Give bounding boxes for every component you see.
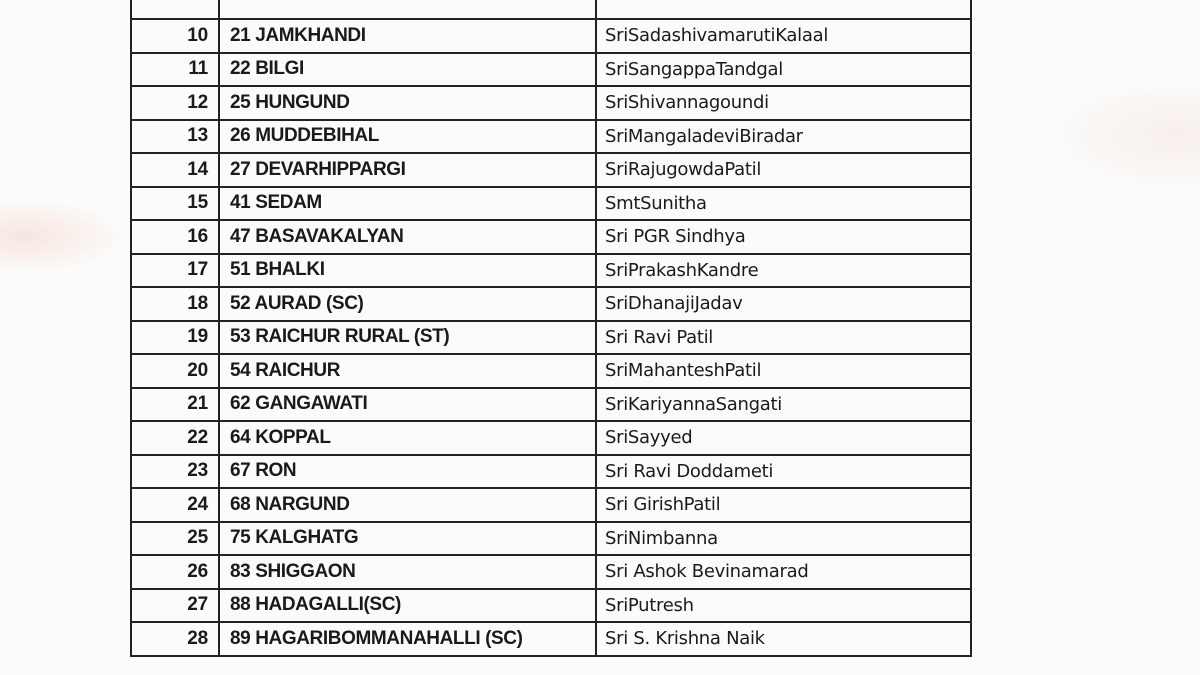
candidate-cell: Sri GirishPatil — [596, 488, 971, 522]
constituency-cell: 22 BILGI — [219, 53, 596, 87]
serial-number-cell: 15 — [131, 187, 219, 221]
constituency-cell: 83 SHIGGAON — [219, 555, 596, 589]
serial-number-cell: 12 — [131, 86, 219, 120]
candidate-cell: SriSayyed — [596, 421, 971, 455]
candidate-cell: Sri S. Krishna Naik — [596, 622, 971, 656]
serial-number-cell: 10 — [131, 19, 219, 53]
table-row — [131, 522, 971, 556]
candidate-cell: Sri Ravi Doddameti — [596, 455, 971, 489]
constituency-cell: 67 RON — [219, 455, 596, 489]
table-row — [131, 287, 971, 321]
candidate-cell: SriSangappaTandgal — [596, 53, 971, 87]
candidate-list-table-container — [130, 0, 970, 657]
serial-number-cell: 13 — [131, 120, 219, 154]
table-row — [131, 455, 971, 489]
constituency-cell: 68 NARGUND — [219, 488, 596, 522]
constituency-cell: 54 RAICHUR — [219, 354, 596, 388]
serial-number-cell: 18 — [131, 287, 219, 321]
candidate-cell: SriPrakashKandre — [596, 254, 971, 288]
table-row — [131, 555, 971, 589]
constituency-cell: 27 DEVARHIPPARGI — [219, 153, 596, 187]
constituency-cell: 21 JAMKHANDI — [219, 19, 596, 53]
table-row-partial — [131, 0, 971, 19]
serial-number-cell: 21 — [131, 388, 219, 422]
candidate-cell: SriKariyannaSangati — [596, 388, 971, 422]
constituency-cell: 41 SEDAM — [219, 187, 596, 221]
candidate-cell: SriShivannagoundi — [596, 86, 971, 120]
table-row — [131, 388, 971, 422]
constituency-cell — [219, 0, 596, 19]
serial-number-cell: 16 — [131, 220, 219, 254]
serial-number-cell: 20 — [131, 354, 219, 388]
constituency-cell: 25 HUNGUND — [219, 86, 596, 120]
constituency-cell: 52 AURAD (SC) — [219, 287, 596, 321]
candidate-list-table — [130, 0, 972, 657]
table-row — [131, 622, 971, 656]
serial-number-cell: 25 — [131, 522, 219, 556]
serial-number-cell: 23 — [131, 455, 219, 489]
candidate-cell: Sri PGR Sindhya — [596, 220, 971, 254]
serial-number-cell: 14 — [131, 153, 219, 187]
candidate-cell: SriPutresh — [596, 589, 971, 623]
candidate-cell: SriRajugowdaPatil — [596, 153, 971, 187]
candidate-cell: SriNimbanna — [596, 522, 971, 556]
table-row — [131, 589, 971, 623]
serial-number-cell — [131, 0, 219, 19]
serial-number-cell: 11 — [131, 53, 219, 87]
table-row — [131, 354, 971, 388]
candidate-cell — [596, 0, 971, 19]
constituency-cell: 53 RAICHUR RURAL (ST) — [219, 321, 596, 355]
constituency-cell: 62 GANGAWATI — [219, 388, 596, 422]
constituency-cell: 89 HAGARIBOMMANAHALLI (SC) — [219, 622, 596, 656]
serial-number-cell: 27 — [131, 589, 219, 623]
candidate-cell: SriSadashivamarutiKalaal — [596, 19, 971, 53]
constituency-cell: 75 KALGHATG — [219, 522, 596, 556]
constituency-cell: 64 KOPPAL — [219, 421, 596, 455]
table-row — [131, 254, 971, 288]
table-row — [131, 220, 971, 254]
candidate-list-body — [131, 0, 971, 656]
constituency-cell: 51 BHALKI — [219, 254, 596, 288]
table-row — [131, 488, 971, 522]
candidate-cell: SriMahanteshPatil — [596, 354, 971, 388]
candidate-cell: SmtSunitha — [596, 187, 971, 221]
table-row — [131, 19, 971, 53]
table-row — [131, 86, 971, 120]
candidate-cell: Sri Ashok Bevinamarad — [596, 555, 971, 589]
serial-number-cell: 24 — [131, 488, 219, 522]
serial-number-cell: 17 — [131, 254, 219, 288]
candidate-cell: SriMangaladeviBiradar — [596, 120, 971, 154]
candidate-cell: SriDhanajiJadav — [596, 287, 971, 321]
constituency-cell: 88 HADAGALLI(SC) — [219, 589, 596, 623]
table-row — [131, 53, 971, 87]
table-row — [131, 153, 971, 187]
serial-number-cell: 22 — [131, 421, 219, 455]
table-row — [131, 187, 971, 221]
serial-number-cell: 28 — [131, 622, 219, 656]
table-row — [131, 321, 971, 355]
constituency-cell: 26 MUDDEBIHAL — [219, 120, 596, 154]
serial-number-cell: 19 — [131, 321, 219, 355]
table-row — [131, 120, 971, 154]
table-row — [131, 421, 971, 455]
candidate-cell: Sri Ravi Patil — [596, 321, 971, 355]
constituency-cell: 47 BASAVAKALYAN — [219, 220, 596, 254]
serial-number-cell: 26 — [131, 555, 219, 589]
